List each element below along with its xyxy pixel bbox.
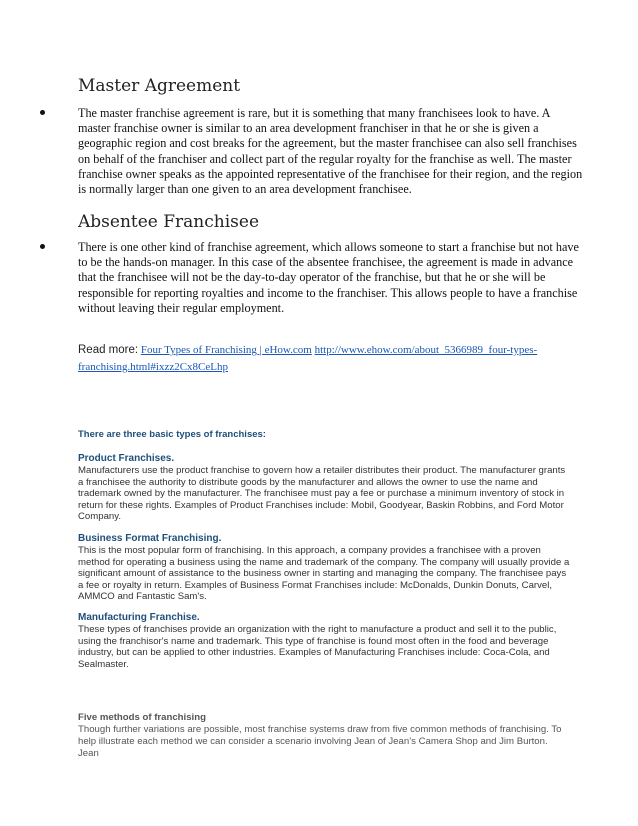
read-more-line (78, 342, 548, 376)
manufacturing-franchise-title: Manufacturing Franchise. (78, 612, 200, 623)
manufacturing-franchise-body: These types of franchises provide an organization with the right to manufacture a product and sell it to the public, using the franchisor's name and trademark. This type of franchise is found most often in the food and beverage industry, but can be applied to other industries. Examples of Manufacturing Franchises include: Coca-Cola, and Sealmaster. (78, 624, 557, 670)
ehow-title-link[interactable]: Four Types of Franchising | eHow.com (140, 344, 312, 356)
five-methods-body: Though further variations are possible, most franchise systems draw from five common methods of franchising. To help illustrate each method we can consider a scenario involving Jean of Jean’s Camera Shop and Jim Burton. Jean (78, 724, 562, 759)
master-agreement-text: The master franchise agreement is rare, but it is something that many franchisees look to have. A master franchise owner is similar to an area development franchiser in that he or she is given a geographic region and cost breaks for the agreement, but the master franchisee can also sell franchises on behalf of the franchiser and collect part of the regular royalty for the franchise as well. The master franchise owner speaks as the appointed representative of the franchisee for their region, and the region is normally larger than one given to an area development franchisee. (78, 106, 583, 197)
master-agreement-heading: Master Agreement (78, 76, 241, 96)
absentee-franchisee-text: There is one other kind of franchise agreement, which allows someone to start a franchise but not have to be the hands-on manager. In this case of the absentee franchisee, the agreement is made in advance that the franchisee will not be the day-to-day operator of the franchise, but that he or she will be responsible for reporting royalties and income to the franchiser. This allows people to have a franchise without leaving their regular employment. (78, 240, 579, 315)
franchise-types-intro: There are three basic types of franchises: (78, 429, 266, 440)
ehow-url-link[interactable]: http://www.ehow.com/about_5366989_four-types-franchising.html#ixzz2Cx8CeLhp (78, 344, 538, 373)
five-methods-title: Five methods of franchising (78, 712, 206, 723)
bullet-dot (40, 244, 45, 249)
business-format-body: This is the most popular form of franchising. In this approach, a company provides a franchisee with a proven method for operating a business using the name and trademark of the company. The company will usually provide a significant amount of assistance to the business owner in starting and managing the company. The franchisee pays a fee or royalty in return. Examples of Business Format Franchises include: McDonalds, Dunkin Donuts, Carvel, AMMCO and Fantastic Sam's. (78, 545, 570, 603)
business-format-title: Business Format Franchising. (78, 533, 222, 544)
product-franchises-title: Product Franchises. (78, 453, 175, 464)
product-franchises-body: Manufacturers use the product franchise to govern how a retailer distributes their product. The manufacturer grants a franchisee the authority to distribute goods by the manufacturer and allows the owner to use the name and trademark owned by the manufacturer. The franchisee must pay a fee or purchase a minimum inventory of stock in return for these rights. Examples of Product Franchises include: Mobil, Goodyear, Baskin Robbins, and Ford Motor Company. (78, 465, 566, 523)
read-more-label: Read more: (78, 344, 139, 356)
bullet-dot (40, 110, 45, 115)
absentee-franchisee-heading: Absentee Franchisee (78, 212, 260, 232)
